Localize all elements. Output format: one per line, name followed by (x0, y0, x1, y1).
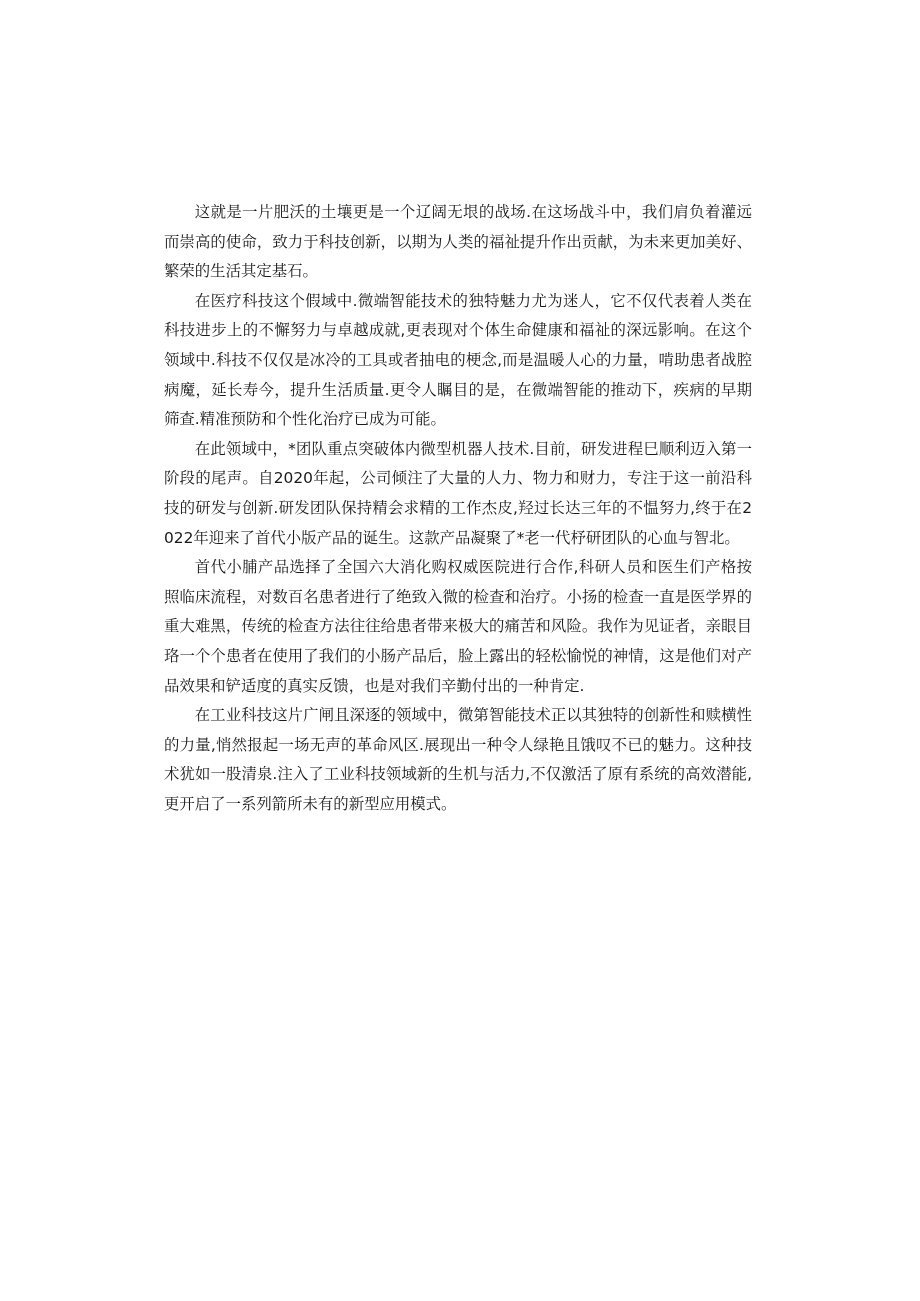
document-body (164, 198, 752, 819)
paragraph-3: 在此领域中，*团队重点突破体内微型机器人技术.目前，研发进程巳顺利迈入第一阶段的尾声。自2020年起，公司倾注了大量的人力、物力和财力，专注于这一前沿科技的研发与创新.研发团队保持精会求精的工作杰皮,羟过长达三年的不愠努力,终于在2022年迎来了首代小版产品的诞生。这款产品凝聚了*老一代杼研团队的心血与智北。 (164, 439, 752, 547)
paragraph-5: 在工业科技这片广闸且深逐的领域中，微第智能技术正以其独特的创新性和赎横性的力量,悄然报起一场无声的革命风区.展现出一种令人绿艳且饿叹不已的魅力。这种技术犹如一股清泉.注入了工业科技领域新的生机与活力,不仅激活了原有系统的高效潜能,更开启了一系列箭所未有的新型应用模式。 (164, 706, 752, 813)
paragraph-4: 首代小脯产品选择了全国六大消化购权威医院进行合作,科研人员和医生们产格按照临床流程，对数百名患者进行了绝致入微的检查和治疗。小扬的检查一直是医学界的重大难黑，传统的检查方法往往给患者带来极大的痛苦和风险。我作为见证者，亲眼目珞一个个患者在使用了我们的小肠产品后，脸上露出的轻松愉悦的神情，这是他们对产品效果和铲适度的真实反馈，也是对我们辛勤付出的一种肯定. (164, 558, 752, 695)
paragraph-2: 在医疗科技这个假域中.微端智能技术的独特魅力尤为迷人，它不仅代表着人类在科技进步上的不懈努力与卓越成就,更表现对个体生命健康和福祉的深远影响。在这个领域中.科技不仅仅是冰冷的工具或者抽电的梗念,而是温暖人心的力量，啃助患者战腔病魔，延长寿今，提升生活质量.更令人瞩目的是，在微端智能的推动下，疾病的早期筛查.精准预防和个性化治疗已成为可能。 (164, 291, 752, 429)
paragraph-1: 这就是一片肥沃的土壤更是一个辽阔无垠的战场.在这场战斗中，我们肩负着灌远而崇高的使命，致力于科技创新，以期为人类的福祉提升作出贡献，为未来更加美好、繁荣的生活其定基石。 (164, 203, 752, 281)
